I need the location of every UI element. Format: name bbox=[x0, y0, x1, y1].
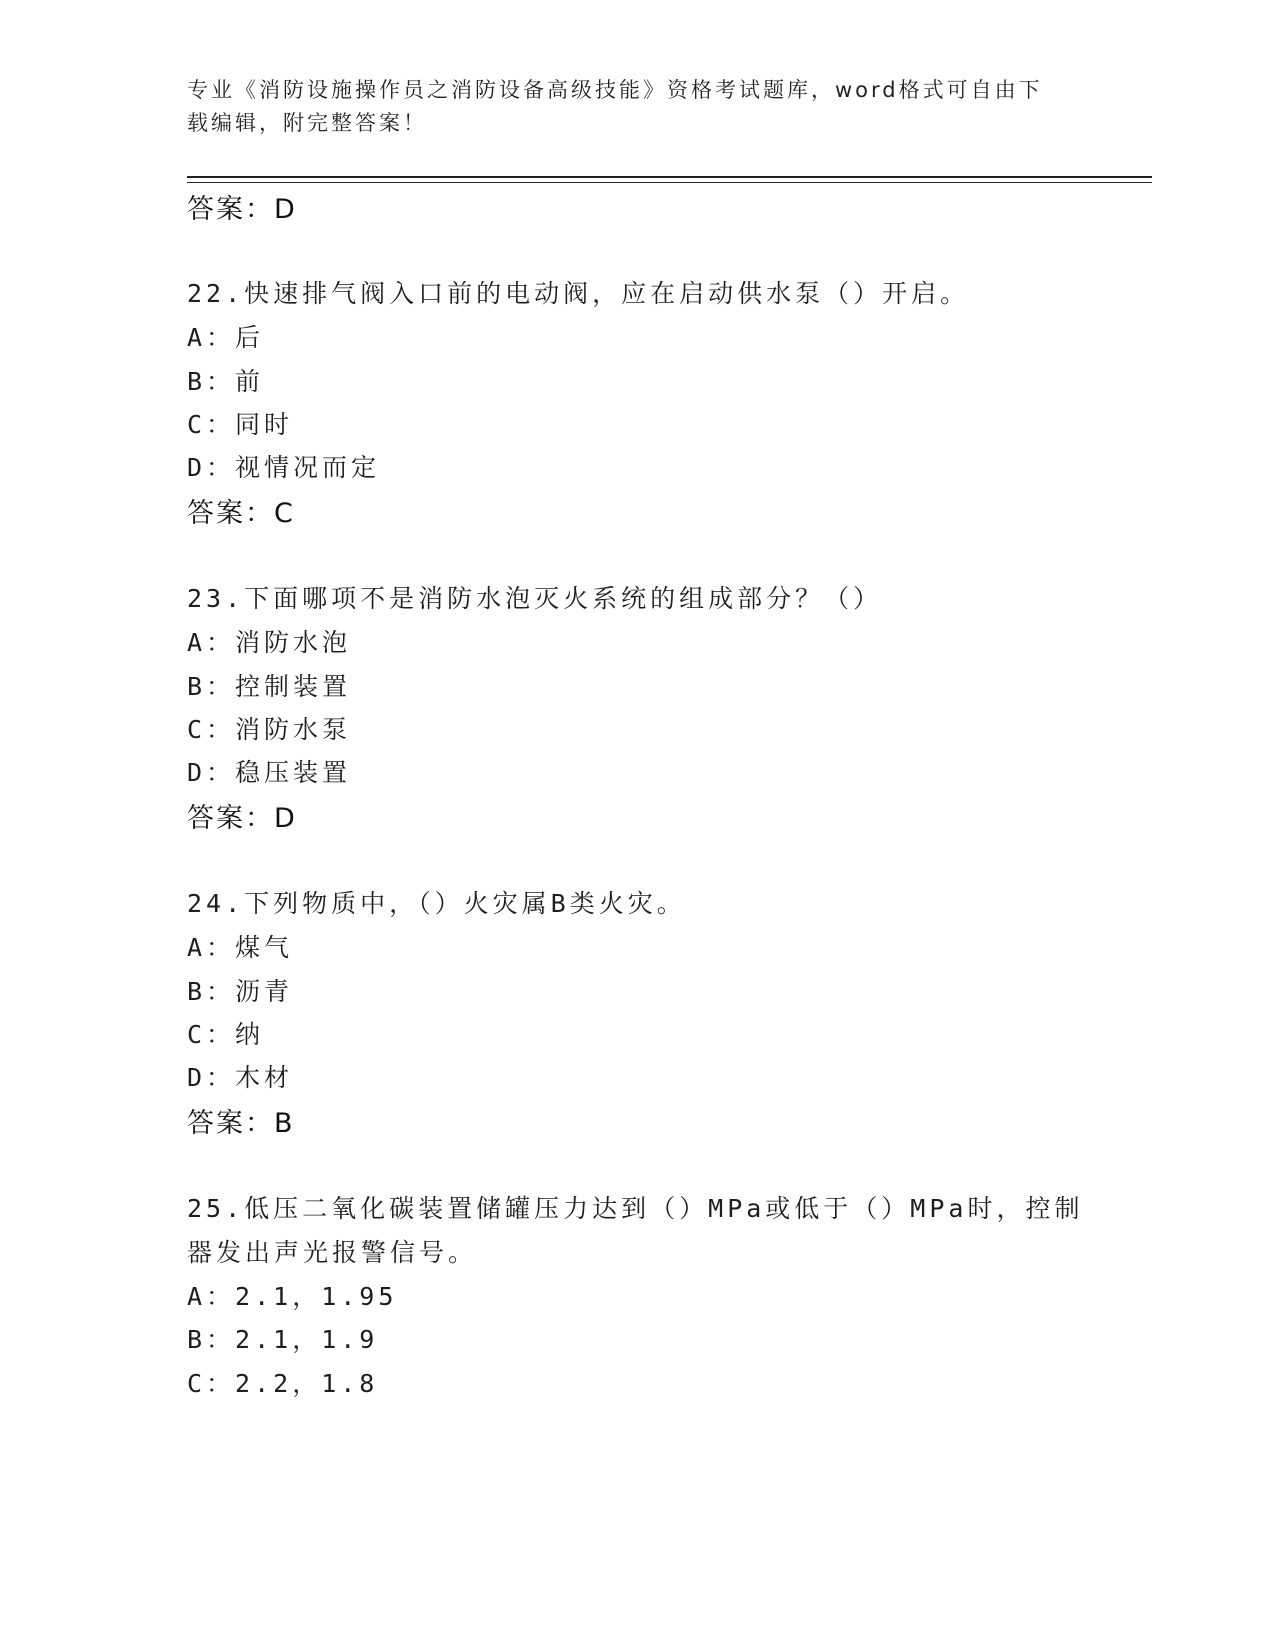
answer-q22: 答案：C bbox=[187, 498, 295, 529]
question-23-option-d: D：稳压装置 bbox=[187, 758, 352, 787]
question-22-option-c: C：同时 bbox=[187, 410, 294, 439]
question-22-option-d: D：视情况而定 bbox=[187, 453, 381, 482]
question-25-option-c: C：2.2，1.8 bbox=[187, 1369, 379, 1398]
question-22-option-b: B：前 bbox=[187, 367, 265, 396]
question-25-stem-line-1: 25.低压二氧化碳装置储罐压力达到（）MPa或低于（）MPa时，控制 bbox=[187, 1194, 1084, 1223]
question-23-option-b: B：控制装置 bbox=[187, 672, 352, 701]
document-header bbox=[187, 74, 1067, 140]
answer-q21: 答案：D bbox=[187, 194, 297, 225]
question-24-stem: 24.下列物质中，（）火灾属B类火灾。 bbox=[187, 889, 686, 918]
question-25-stem-line-2: 器发出声光报警信号。 bbox=[187, 1238, 478, 1267]
answer-q24: 答案：B bbox=[187, 1108, 295, 1139]
header-divider-thick bbox=[187, 176, 1152, 178]
question-24-option-c: C：纳 bbox=[187, 1020, 265, 1049]
question-25-option-a: A：2.1，1.95 bbox=[187, 1282, 398, 1311]
header-line-1: 专业《消防设施操作员之消防设备高级技能》资格考试题库，word格式可自由下 bbox=[187, 78, 1043, 102]
question-25-option-b: B：2.1，1.9 bbox=[187, 1325, 379, 1354]
question-24-option-b: B：沥青 bbox=[187, 977, 294, 1006]
question-22-option-a: A：后 bbox=[187, 323, 265, 352]
question-22-stem: 22.快速排气阀入口前的电动阀，应在启动供水泵（）开启。 bbox=[187, 279, 970, 308]
question-23-stem: 23.下面哪项不是消防水泡灭火系统的组成部分？（） bbox=[187, 584, 883, 613]
question-24-option-d: D：木材 bbox=[187, 1063, 294, 1092]
question-24-option-a: A：煤气 bbox=[187, 933, 294, 962]
question-23-option-a: A：消防水泡 bbox=[187, 628, 352, 657]
question-23-option-c: C：消防水泵 bbox=[187, 715, 352, 744]
header-line-2: 载编辑，附完整答案！ bbox=[187, 111, 427, 135]
answer-q23: 答案：D bbox=[187, 803, 297, 834]
header-divider-thin bbox=[187, 182, 1152, 183]
